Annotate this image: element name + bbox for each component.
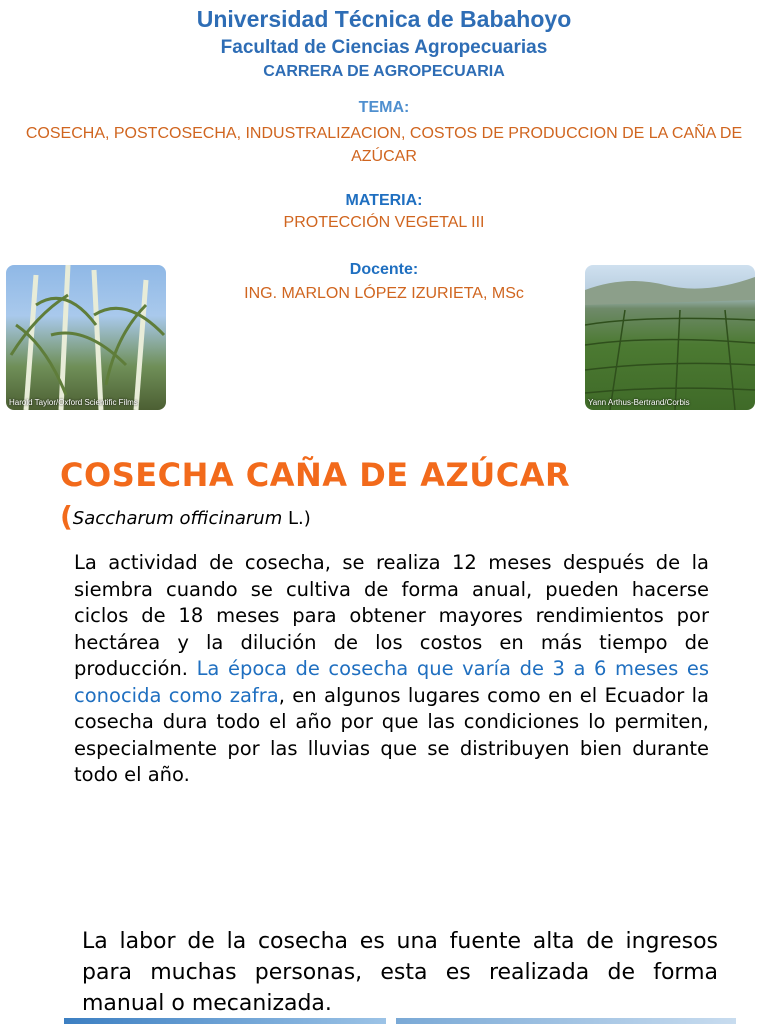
faculty-name: Facultad de Ciencias Agropecuarias [220, 37, 548, 58]
open-paren: ( [60, 500, 73, 533]
harvest-labor-paragraph: La labor de la cosecha es una fuente alta de ingresos para muchas personas, esta es realizada de forma manual o mecanizada. [82, 929, 718, 1016]
photo-credit: Harold Taylor/Oxford Scientific Films [9, 398, 138, 407]
bottom-image-strip [64, 1018, 386, 1024]
topic-label: TEMA: [358, 99, 410, 116]
species-author: L.) [282, 508, 311, 529]
career-name: CARRERA DE AGROPECUARIA [263, 63, 505, 80]
university-name: Universidad Técnica de Babahoyo [196, 6, 572, 32]
subject-text: PROTECCIÓN VEGETAL III [283, 214, 485, 231]
harvest-paragraph [74, 550, 709, 789]
subject-label: MATERIA: [345, 192, 423, 209]
sugarcane-stalks-illustration [6, 265, 166, 410]
scientific-name: Saccharum officinarum [72, 508, 283, 529]
sugarcane-photo [6, 265, 166, 410]
topic-text: COSECHA, POSTCOSECHA, INDUSTRALIZACION, COSTOS DE PRODUCCION DE LA CAÑA DE AZÚCAR [25, 125, 743, 165]
bottom-image-strip [396, 1018, 736, 1024]
teacher-name: ING. MARLON LÓPEZ IZURIETA, MSc [244, 285, 524, 302]
section-title: COSECHA CAÑA DE AZÚCAR [60, 456, 571, 494]
field-aerial-illustration [585, 265, 755, 410]
species-name [60, 500, 311, 533]
teacher-label: Docente: [349, 261, 419, 278]
paragraph-text: La actividad de cosecha, se realiza 12 meses después de la siembra cuando se cultiva de forma anual, pueden hacerse ciclos de 18 meses para obtener mayores rendimientos por hectárea y la dilución de los costos en más tiempo de producción. [74, 551, 709, 680]
photo-credit: Yann Arthus-Bertrand/Corbis [588, 398, 690, 407]
sugarcane-field-photo [585, 265, 755, 410]
paragraph-text: , en algunos lugares como en el Ecuador la cosecha dura todo el año por que las condiciones lo permiten, especialmente por las lluvias que se distribuyen bien durante todo el año. [74, 683, 709, 786]
zafra-highlight: La época de cosecha que varía de 3 a 6 meses es conocida como zafra [74, 657, 709, 707]
